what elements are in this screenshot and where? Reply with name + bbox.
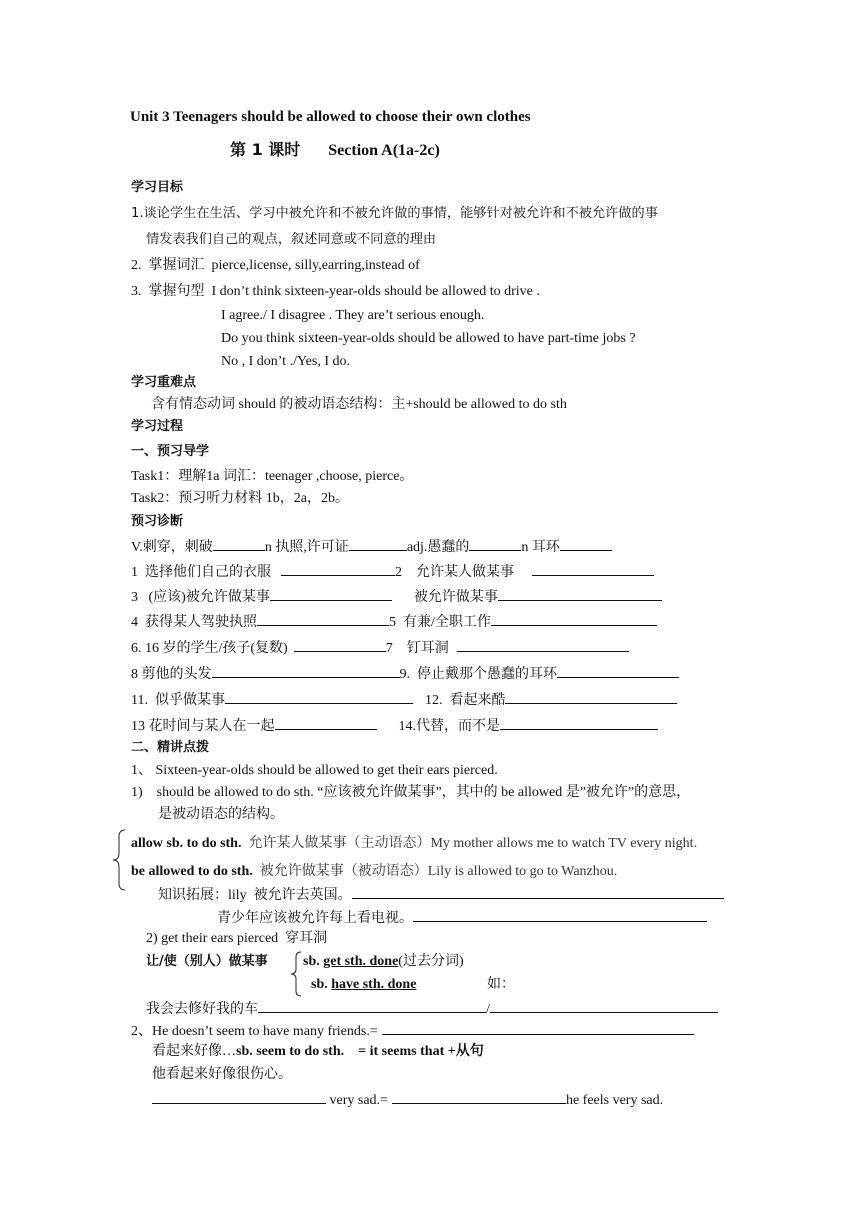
phrase-3b: 被允许做某事 bbox=[413, 590, 498, 605]
goal-1: 1.谈论学生在生活、学习中被允许和不被允许做的事情，能够针对被允许和不被允许做的事 bbox=[131, 206, 658, 221]
phrase-4: 4 获得某人驾驶执照 bbox=[131, 615, 257, 630]
blank-line bbox=[212, 664, 400, 678]
task-1: Task1：理解1a 词汇：teenager ,choose, pierce。 bbox=[131, 469, 414, 484]
blank-line bbox=[557, 664, 679, 678]
lesson-number: 第 1 课时 bbox=[230, 140, 301, 159]
phrase-1: 1 选择他们自己的衣服 bbox=[131, 565, 271, 580]
preview-heading: 一、预习导学 bbox=[131, 444, 210, 459]
blank-line bbox=[392, 1090, 566, 1104]
lesson-heading bbox=[230, 141, 440, 160]
blank-line bbox=[213, 537, 265, 551]
section-label: Section A(1a-2c) bbox=[328, 142, 440, 159]
goals-heading: 学习目标 bbox=[131, 180, 184, 195]
have-done bbox=[311, 976, 416, 994]
blank-line bbox=[382, 1021, 694, 1035]
phrase-14: 14.代替，而不是 bbox=[398, 719, 500, 734]
allowed-passive bbox=[131, 863, 617, 881]
blank-line bbox=[275, 716, 377, 730]
blank-line bbox=[532, 562, 654, 576]
vocab-earring: n 耳环 bbox=[521, 540, 560, 555]
blank-line bbox=[457, 638, 629, 652]
vocab-pierce: V.刺穿，刺破 bbox=[131, 540, 213, 555]
phrase-row-5 bbox=[131, 664, 679, 684]
blank-line bbox=[505, 690, 677, 704]
phrase-7: 7 钉耳洞 bbox=[385, 641, 449, 656]
allowed-example: 被允许做某事（被动语态）Lily is allowed to go to Wanzhou. bbox=[252, 864, 618, 879]
goal-2: 2. 掌握词汇 pierce,license, silly,earring,instead of bbox=[131, 258, 420, 273]
allow-example: 允许某人做某事（主动语态）My mother allows me to watch TV every night. bbox=[241, 836, 698, 851]
repair-text: 我会去修好我的车 bbox=[146, 1002, 258, 1017]
phrase-row-7 bbox=[131, 716, 658, 736]
blank-line bbox=[500, 716, 658, 730]
phrase-11: 11. 似乎做某事 bbox=[131, 693, 225, 708]
extension-2 bbox=[217, 908, 707, 928]
get-done bbox=[303, 953, 464, 971]
blank-line bbox=[281, 562, 395, 576]
process-heading: 学习过程 bbox=[131, 419, 184, 434]
blank-line bbox=[294, 638, 386, 652]
example-2-text: 2、He doesn’t seem to have many friends.= bbox=[131, 1024, 378, 1039]
phrase-row-6 bbox=[131, 690, 677, 710]
phrase-5: 5 有兼/全职工作 bbox=[389, 615, 491, 630]
seem-pattern: sb. seem to do sth. = it seems that +从句 bbox=[236, 1044, 484, 1059]
blank-line bbox=[349, 537, 407, 551]
diagnosis-heading: 预习诊断 bbox=[131, 514, 184, 529]
extension-text: 青少年应该被允许每上看电视。 bbox=[217, 911, 413, 926]
phrase-9: 9. 停止戴那个愚蠢的耳环 bbox=[399, 667, 557, 682]
sad-part-1: very sad.= bbox=[326, 1093, 388, 1108]
seem-cn: 看起来好像… bbox=[152, 1044, 236, 1059]
phrase-row-2 bbox=[131, 587, 662, 607]
blank-line bbox=[498, 587, 662, 601]
repair-example: 我会去修好我的车 / bbox=[146, 999, 718, 1019]
left-brace-icon bbox=[112, 829, 128, 891]
seem-structure bbox=[152, 1043, 484, 1061]
example-1: 1、 Sixteen-year-olds should be allowed to get their ears pierced. bbox=[131, 763, 498, 778]
phrase-row-1 bbox=[131, 562, 654, 582]
phrase-row-3 bbox=[131, 612, 657, 632]
goal-3-sentence-4: No , I don’t ./Yes, I do. bbox=[221, 354, 350, 369]
have-sb: sb. bbox=[311, 977, 332, 992]
blank-line bbox=[490, 999, 718, 1013]
phrase-13: 13 花时间与某人在一起 bbox=[131, 719, 275, 734]
vocab-silly: adj.愚蠢的 bbox=[406, 540, 470, 555]
goal-3-sentence-3: Do you think sixteen-year-olds should be allowed to have part-time jobs ? bbox=[221, 331, 636, 346]
allow-structure: allow sb. to do sth. bbox=[131, 836, 242, 851]
vocab-license: n 执照,许可证 bbox=[264, 540, 349, 555]
extension-1 bbox=[158, 885, 724, 905]
get-sb: sb. bbox=[303, 954, 324, 969]
blank-line bbox=[413, 908, 707, 922]
blank-line bbox=[225, 690, 413, 704]
example-1-note-cont: 是被动语态的结构。 bbox=[158, 807, 284, 822]
blank-line bbox=[270, 587, 392, 601]
example-2 bbox=[131, 1021, 694, 1041]
example-1-note: 1) should be allowed to do sth. “应该被允许做某事”，其中的 be allowed 是”被允许”的意思， bbox=[131, 785, 691, 800]
blank-line bbox=[257, 612, 389, 626]
blank-line bbox=[560, 537, 612, 551]
left-brace-icon bbox=[290, 951, 304, 997]
blank-line bbox=[152, 1090, 326, 1104]
blank-line bbox=[258, 999, 486, 1013]
task-2: Task2：预习听力材料 1b，2a，2b。 bbox=[131, 491, 349, 506]
have-structure: have sth. done bbox=[331, 977, 417, 992]
vocab-row bbox=[131, 537, 612, 557]
phrase-12: 12. 看起来酷 bbox=[424, 693, 506, 708]
get-note: (过去分词) bbox=[398, 954, 464, 969]
sad-part-2: he feels very sad. bbox=[565, 1093, 664, 1108]
allow-active bbox=[131, 835, 697, 853]
phrase-6: 6. 16 岁的学生/孩子(复数) bbox=[131, 641, 288, 656]
let-label: 让/使（别人）做某事 bbox=[146, 954, 268, 969]
phrase-3: 3 (应该)被允许做某事 bbox=[131, 590, 270, 605]
key-heading: 学习重难点 bbox=[131, 375, 197, 390]
extension-label: 知识拓展：lily 被允许去英国。 bbox=[158, 888, 352, 903]
example-1-2: 2) get their ears pierced 穿耳洞 bbox=[146, 931, 328, 946]
example-marker: 如： bbox=[487, 977, 515, 992]
sad-prompt: 他看起来好像很伤心。 bbox=[152, 1067, 292, 1082]
goal-1-cont: 情发表我们自己的观点，叙述同意或不同意的理由 bbox=[146, 232, 437, 247]
page-title: Unit 3 Teenagers should be allowed to choose their own clothes bbox=[130, 109, 531, 125]
blank-line bbox=[352, 885, 724, 899]
goal-3: 3. 掌握句型 I don’t think sixteen-year-olds should be allowed to drive . bbox=[131, 284, 540, 299]
key-text: 含有情态动词 should 的被动语态结构：主+should be allowed to do sth bbox=[151, 397, 567, 412]
phrase-8: 8 剪他的头发 bbox=[131, 667, 212, 682]
allowed-structure: be allowed to do sth. bbox=[131, 864, 253, 879]
get-structure: get sth. done bbox=[323, 954, 399, 969]
blank-line bbox=[469, 537, 521, 551]
goal-3-sentence-2: I agree./ I disagree . They are’t serious enough. bbox=[221, 308, 485, 323]
phrase-2: 2 允许某人做某事 bbox=[395, 565, 514, 580]
explain-heading: 二、精讲点拨 bbox=[131, 740, 210, 755]
blank-line bbox=[491, 612, 657, 626]
phrase-row-4 bbox=[131, 638, 629, 658]
sad-exercise bbox=[152, 1090, 663, 1110]
